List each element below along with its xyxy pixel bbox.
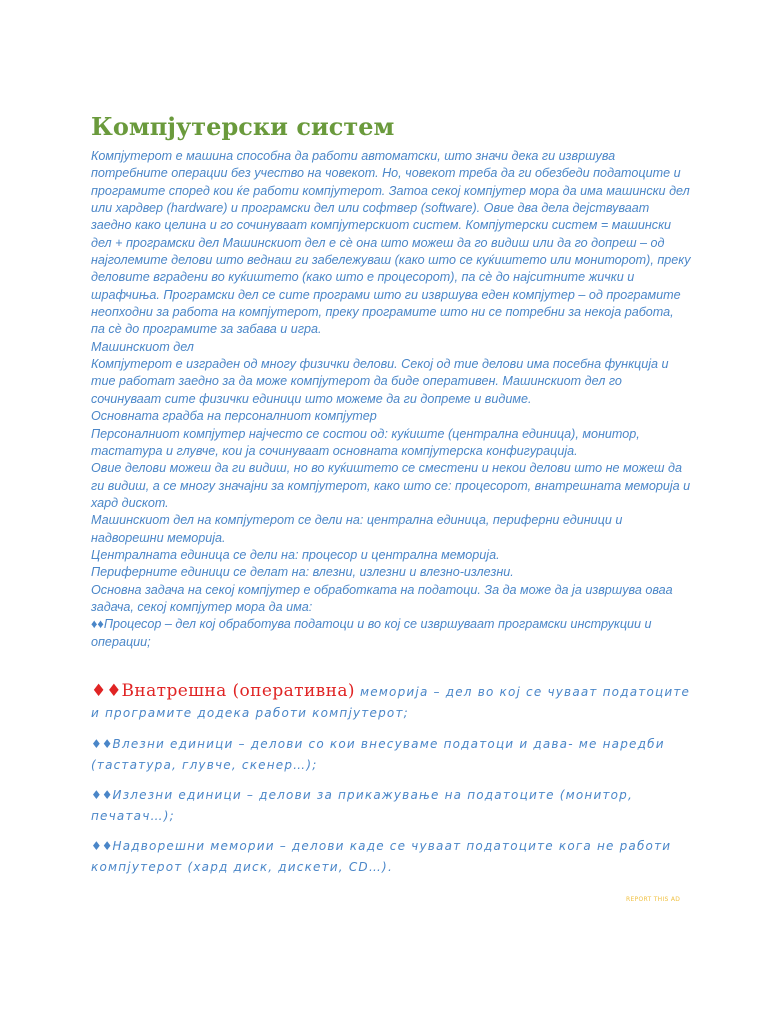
hidden-parts-paragraph: Овие делови можеш да ги видиш, но во куќиштето се сместени и некои делови што не можеш да ги видиш, а се многу значајни за компјутерот, како што се: процесорот, внатрешната меморија и хард дискот. [91,461,691,510]
input-units-text: Влезни единици – делови со кои внесуваме податоци и дава- ме наредби (тастатура, глувче, скенер…); [91,736,665,772]
document-page [91,110,691,887]
hardware-division-paragraph: Машинскиот дел на компјутерот се дели на: централна единица, периферни единици и надворешни меморија. [91,513,623,545]
diamond-bullet-icon: ♦♦ [91,787,113,802]
internal-memory-heading: Внатрешна (оперативна) [121,680,355,701]
page-title: Компјутерски систем [91,112,395,141]
processor-bullet-text: Процесор – дел кој обработува податоци и во кој се извршуваат програмски инструкции и операции; [91,617,652,649]
diamond-bullet-icon: ♦♦ [91,838,113,853]
bullet-internal-memory [91,681,691,724]
body-text [91,148,691,651]
intro-paragraph: Компјутерот е машина способна да работи автоматски, што значи дека ги извршува потребните операции без учество на човекот. Но, човекот треба да ги обезбеди податоците и програмите според кои ќе работи компјутерот. Затоа секој компјутер мора да има машински дел или хардвер (hardware) и програмски дел или софтвер (software). Овие два дела дејствуваат заедно како целина и го сочинуваат компјутерскиот систем. Компјутерски систем = машински дел + програмски дел Машинскиот дел е сè она што можеш да го видиш или да го допреш – од најголемите делови што веднаш ги забележуваш (како што се куќиштето или мониторот), преку деловите вградени во куќиштето (како што е процесорот), па сè до најситните жички и шрафчиња. Програмски дел се сите програми што ги извршува еден компјутер – од програмите неопходни за работа на компјутерот, преку програмите што ни се потребни за некоја работа, па сè до програмите за забава и игра. [91,149,691,337]
peripheral-paragraph: Периферните единици се делат на: влезни, излезни и влезно-излезни. [91,565,514,580]
internal-memory-text: меморија – дел во кој се чуваат податоците и програмите додека работи компјутерот; [91,684,691,720]
bullet-input-units [91,734,691,776]
pc-structure-paragraph: Персоналниот компјутер најчесто се состои од: куќиште (централна единица), монитор, тастатура и глувче, кои ја сочинуваат основната компјутерска конфигурација. [91,426,640,458]
bullet-list [91,681,691,878]
pc-structure-heading: Основната градба на персоналниот компјутер [91,409,377,424]
output-units-text: Излезни единици – делови за прикажување на податоците (монитор, печатач…); [91,787,634,823]
diamond-bullet-icon: ♦♦ [91,736,113,751]
hardware-paragraph: Компјутерот е изграден од многу физички делови. Секој од тие делови има посебна функција и тие работат заедно за да може компјутерот да биде оперативен. Машинскиот дел го сочинуваат сите физички единици што можеме да ги допреме и видиме. [91,357,669,406]
diamond-bullet-icon: ♦♦ [91,617,104,632]
diamond-bullet-icon: ♦♦ [91,680,122,701]
main-task-paragraph: Основна задача на секој компјутер е обработката на податоци. За да може да ја извршува оваа задача, секој компјутер мора да има: [91,582,673,614]
external-memory-text: Надворешни мемории – делови каде се чуваат податоците кога не работи компјутерот (хард диск, дискети, CD…). [91,838,672,874]
report-ad-link[interactable]: REPORT THIS AD [626,896,681,903]
central-unit-paragraph: Централната единица се дели на: процесор и централна меморија. [91,547,500,562]
processor-bullet [91,616,691,651]
hardware-heading: Машинскиот дел [91,339,194,354]
bullet-output-units [91,785,691,827]
bullet-external-memory [91,836,691,878]
